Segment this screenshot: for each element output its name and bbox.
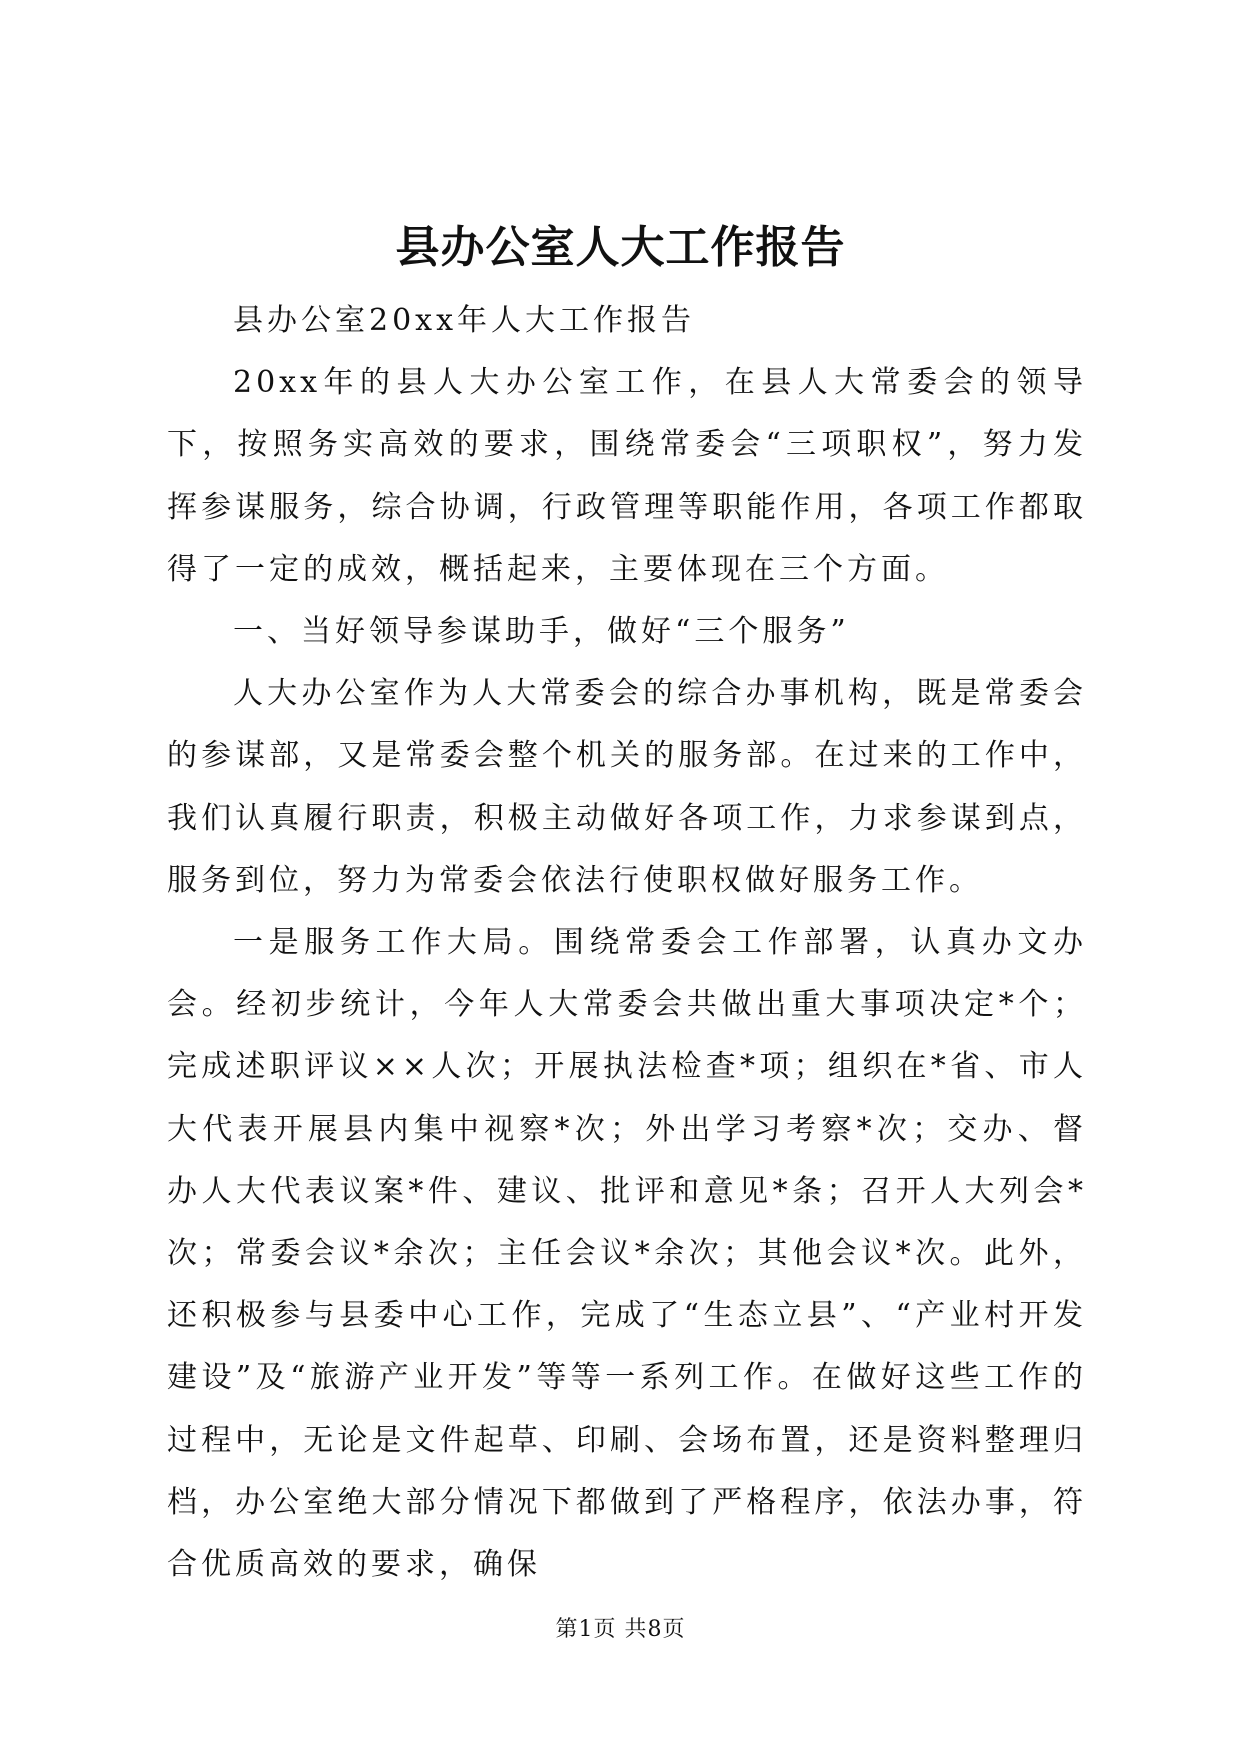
paragraph-subtitle: 县办公室20xx年人大工作报告 — [233, 303, 696, 338]
section-heading-1: 一、当好领导参谋助手，做好“三个服务” — [233, 614, 850, 650]
paragraph-service-overall: 一是服务工作大局。围绕常委会工作部署，认真办文办会。经初步统计，今年人大常委会共做出重大事项决定*个；完成述职评议××人次；开展执法检查*项；组织在*省、市人大代表开展县内集中视察*次；外出学习考察*次；交办、督办人大代表议案*件、建议、批评和意见*条；召开人大列会*次；常委会议*余次；主任会议*余次；其他会议*次。此外，还积极参与县委中心工作，完成了“生态立县”、“产业村开发建设”及“旅游产业开发”等等一系列工作。在做好这些工作的过程中，无论是文件起草、印刷、会场布置，还是资料整理归档，办公室绝大部分情况下都做到了严格程序，依法办事，符合优质高效的要求，确保 — [167, 925, 1087, 1583]
page-number: 第1页 共8页 — [555, 1617, 686, 1642]
paragraph-intro: 20xx年的县人大办公室工作，在县人大常委会的领导下，按照务实高效的要求，围绕常委会“三项职权”，努力发挥参谋服务，综合协调，行政管理等职能作用，各项工作都取得了一定的成效，概括起来，主要体现在三个方面。 — [167, 365, 1087, 587]
paragraph-section-1-intro: 人大办公室作为人大常委会的综合办事机构，既是常委会的参谋部，又是常委会整个机关的服务部。在过来的工作中，我们认真履行职责，积极主动做好各项工作，力求参谋到点，服务到位，努力为常委会依法行使职权做好服务工作。 — [167, 676, 1087, 898]
document-title: 县办公室人大工作报告 — [395, 222, 846, 273]
document-body — [167, 290, 1087, 1596]
